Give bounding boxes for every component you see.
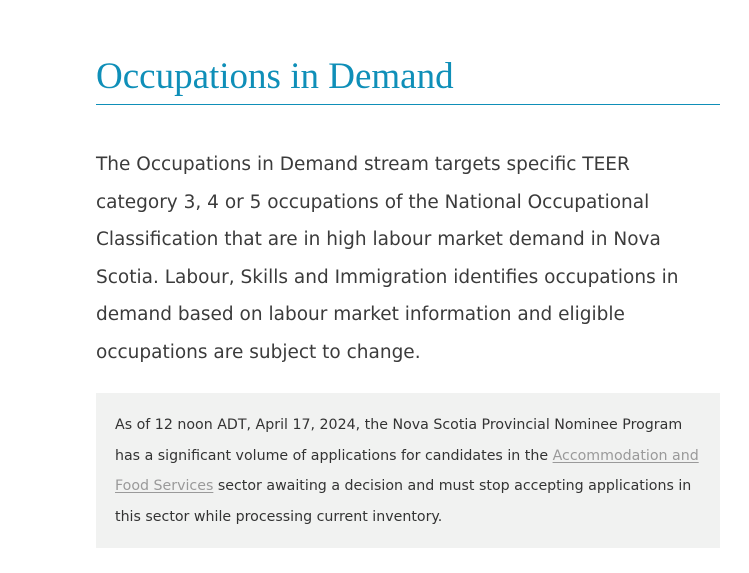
page-title: Occupations in Demand [96, 56, 454, 97]
title-divider [96, 104, 720, 105]
notice-text-before-link: As of 12 noon ADT, April 17, 2024, the Nova Scotia Provincial Nominee Program has a significant volume of applications for candidates in the [115, 417, 683, 464]
accommodation-food-services-link[interactable]: Accommodation and Food Services [115, 447, 699, 494]
notice-box [96, 393, 720, 548]
notice-text-after-link: sector awaiting a decision and must stop accepting applications in this sector while processing current inventory. [115, 478, 692, 525]
notice-text [115, 410, 705, 532]
intro-paragraph: The Occupations in Demand stream targets specific TEER category 3, 4 or 5 occupations of the National Occupational Classification that are in high labour market demand in Nova Scotia. Labour, Skills and Immigration identifies occupations in demand based on labour market information and eligible occupations are subject to change. [96, 154, 679, 363]
